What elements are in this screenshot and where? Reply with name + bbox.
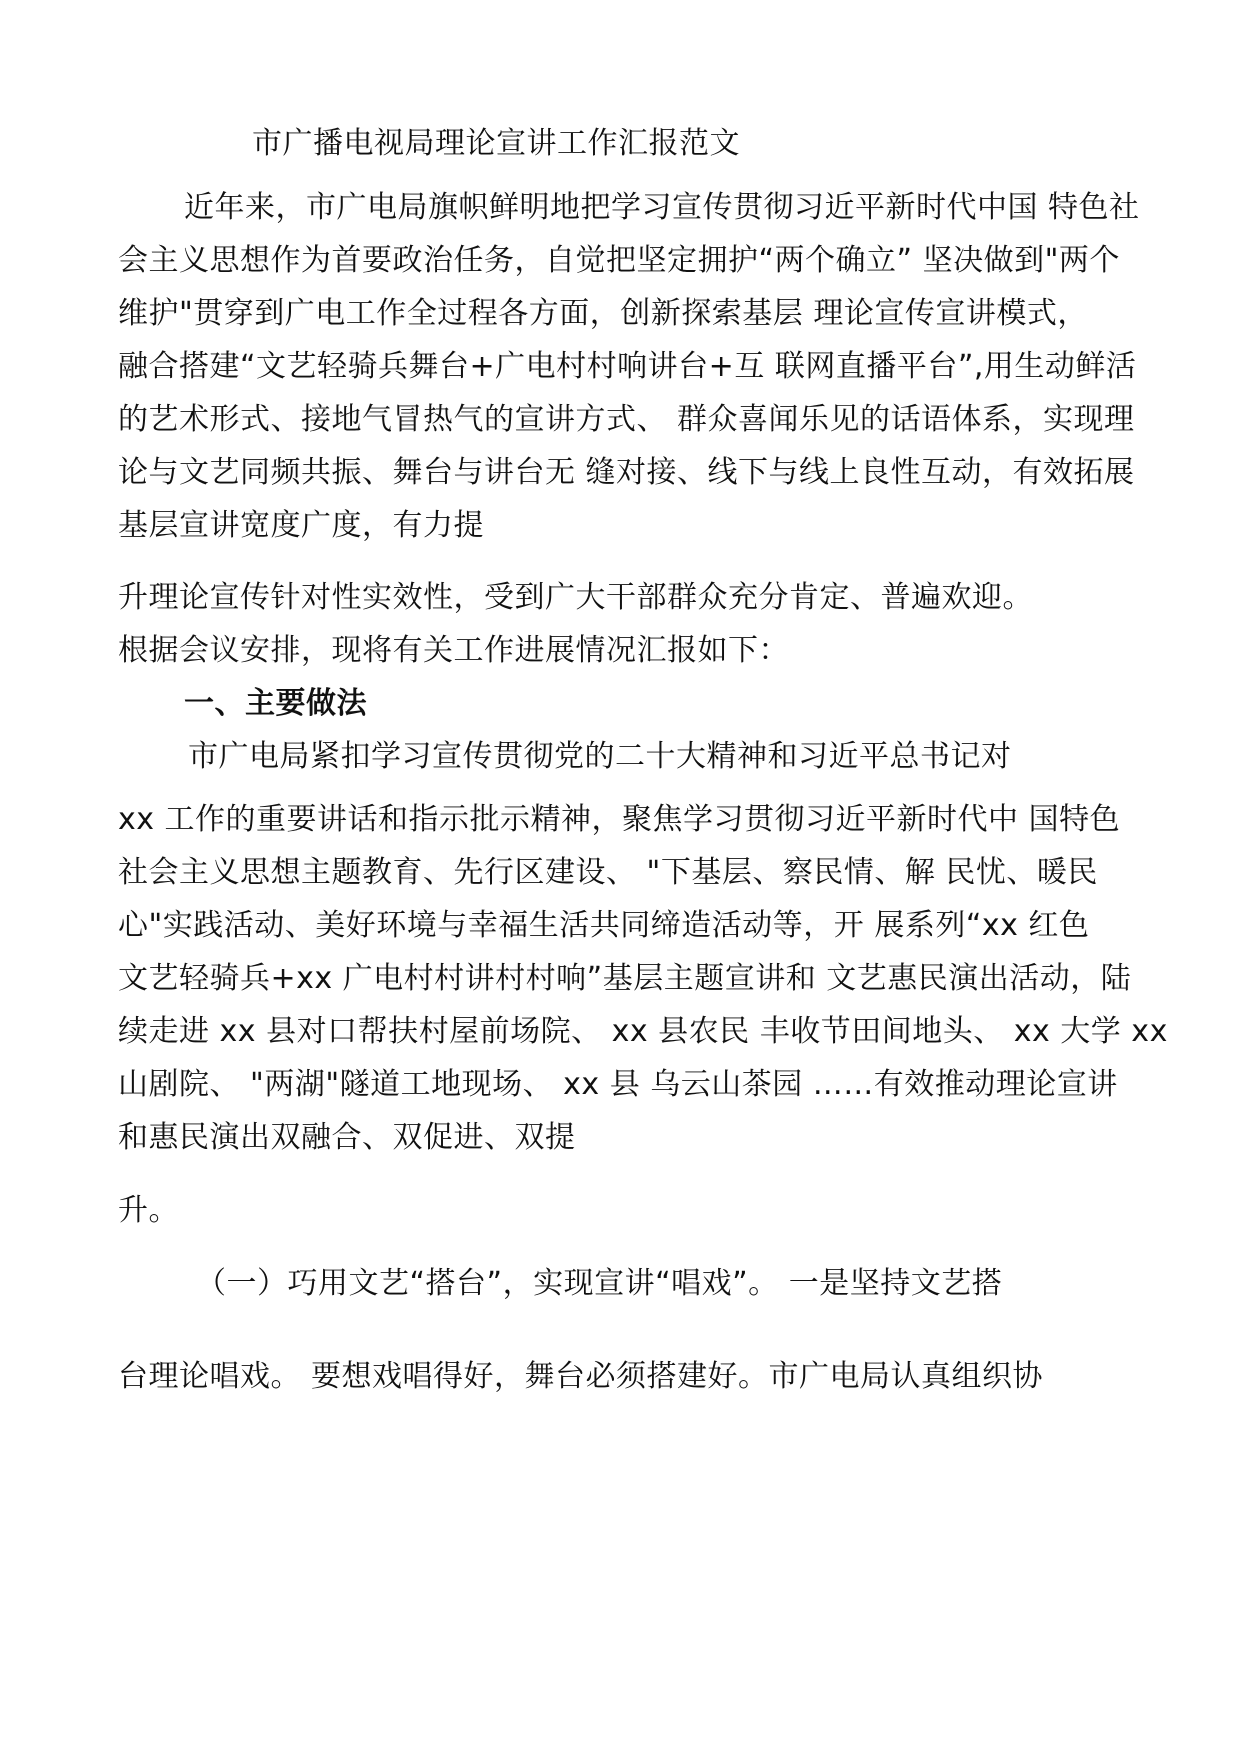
paragraph-line: 台理论唱戏。 要想戏唱得好，舞台必须搭建好。市广电局认真组织协 [118, 1359, 1044, 1394]
subsection-heading: （一）巧用文艺“搭台”，实现宣讲“唱戏”。 一是坚持文艺搭 [196, 1266, 1003, 1301]
section-heading: 一、主要做法 [184, 686, 367, 721]
paragraph-line: 根据会议安排，现将有关工作进展情况汇报如下： [118, 633, 789, 668]
paragraph-line: 融合搭建“文艺轻骑兵舞台+广电村村响讲台+互 联网直播平台”,用生动鲜活 [118, 349, 1137, 384]
paragraph-line: 升理论宣传针对性实效性，受到广大干部群众充分肯定、普遍欢迎。 [118, 580, 1033, 615]
paragraph-line: 心"实践活动、美好环境与幸福生活共同缔造活动等，开 展系列“xx 红色 [118, 908, 1090, 943]
paragraph-line: 维护"贯穿到广电工作全过程各方面，创新探索基层 理论宣传宣讲模式， [118, 296, 1088, 331]
paragraph-line: 论与文艺同频共振、舞台与讲台无 缝对接、线下与线上良性互动，有效拓展 [118, 455, 1135, 490]
paragraph-line: 市广电局紧扣学习宣传贯彻党的二十大精神和习近平总书记对 [188, 739, 1012, 774]
paragraph-line: 升。 [118, 1193, 179, 1228]
paragraph-line: 文艺轻骑兵+xx 广电村村讲村村响”基层主题宣讲和 文艺惠民演出活动，陆 [118, 961, 1132, 996]
paragraph-line: 和惠民演出双融合、双促进、双提 [118, 1120, 576, 1155]
paragraph-line: 社会主义思想主题教育、先行区建设、 "下基层、察民情、解 民忧、暖民 [118, 855, 1098, 890]
paragraph-line: 续走进 xx 县对口帮扶村屋前场院、 xx 县农民 丰收节田间地头、 xx 大学 xx [118, 1014, 1168, 1049]
paragraph-line: 会主义思想作为首要政治任务，自觉把坚定拥护“两个确立” 坚决做到"两个 [118, 243, 1120, 278]
paragraph-line: 的艺术形式、接地气冒热气的宣讲方式、 群众喜闻乐见的话语体系，实现理 [118, 402, 1135, 437]
paragraph-line: 基层宣讲宽度广度，有力提 [118, 508, 484, 543]
paragraph-line: 山剧院、 "两湖"隧道工地现场、 xx 县 乌云山茶园 ……有效推动理论宣讲 [118, 1067, 1118, 1102]
paragraph-line: xx 工作的重要讲话和指示批示精神，聚焦学习贯彻习近平新时代中 国特色 [118, 802, 1121, 837]
paragraph-line: 近年来，市广电局旗帜鲜明地把学习宣传贯彻习近平新时代中国 特色社 [184, 190, 1140, 225]
document-title: 市广播电视局理论宣讲工作汇报范文 [252, 126, 740, 161]
